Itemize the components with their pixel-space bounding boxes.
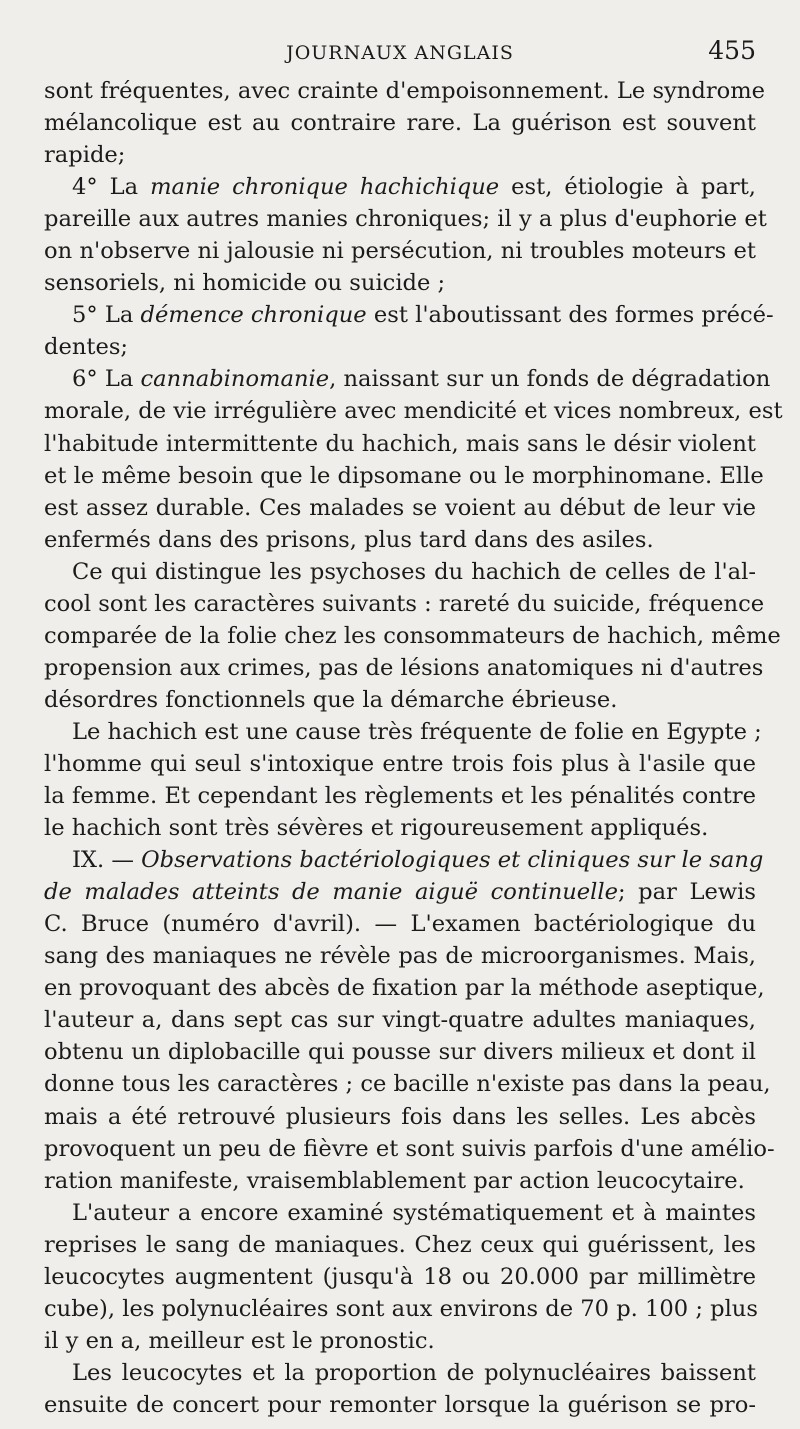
text-segment: pareille aux autres manies chroniques; il y a plus d'euphorie et [44, 206, 767, 233]
text-line [44, 876, 756, 908]
text-line [44, 428, 756, 460]
text-segment: est assez durable. Ces malades se voient au début de leur vie [44, 494, 756, 521]
text-line [44, 1261, 756, 1293]
text-line [44, 107, 756, 139]
text-segment: comparée de la folie chez les consommateurs de hachich, même [44, 622, 781, 649]
text-line [44, 780, 756, 812]
text-segment: reprises le sang de maniaques. Chez ceux qui guérissent, les [44, 1231, 756, 1258]
text-line [44, 1389, 756, 1421]
text-segment: en provoquant des abcès de fixation par la méthode aseptique, [44, 975, 765, 1002]
text-segment: et le même besoin que le dipsomane ou le morphinomane. Elle [44, 462, 764, 489]
text-line [44, 460, 764, 492]
text-segment: le hachich sont très sévères et rigoureusement appliqués. [44, 815, 709, 842]
text-line [44, 684, 756, 716]
italic-text: démence chronique [140, 302, 367, 329]
text-segment: sont fréquentes, avec crainte d'empoisonnement. Le syndrome [44, 78, 766, 104]
text-segment: ration manifeste, vraisemblablement par action leucocytaire. [44, 1167, 745, 1194]
text-segment: cool sont les caractères suivants : rareté du suicide, fréquence [44, 590, 765, 617]
italic-text: de malades atteints de manie aiguë continuelle [44, 879, 619, 906]
italic-text: cannabinomanie [140, 366, 330, 393]
text-segment: est, étiologie à part, [499, 174, 756, 201]
text-line [44, 908, 756, 940]
text-segment: est l'aboutissant des formes précé- [366, 302, 774, 329]
text-segment: provoquent un peu de fièvre et sont suivis parfois d'une amélio- [44, 1135, 775, 1162]
text-segment: mais a été retrouvé plusieurs fois dans les selles. Les abcès [44, 1103, 756, 1130]
text-segment: L'auteur a encore examiné systématiquement et à maintes [72, 1199, 756, 1226]
text-segment: dentes; [44, 334, 129, 361]
text-segment: mélancolique est au contraire rare. La guérison est souvent [44, 110, 756, 137]
page-number: 455 [708, 36, 756, 65]
text-line [44, 139, 756, 171]
text-segment: ; par Lewis [618, 879, 757, 906]
text-line [44, 1036, 756, 1068]
text-segment: Ce qui distingue les psychoses du hachich de celles de l'al- [72, 558, 756, 585]
text-line [44, 1293, 756, 1325]
text-line [44, 331, 756, 363]
text-line [44, 267, 756, 299]
text-segment: leucocytes augmentent (jusqu'à 18 ou 20.000 par millimètre [44, 1263, 756, 1290]
italic-text: manie chronique hachichique [150, 174, 500, 201]
text-line [44, 524, 756, 556]
text-segment: 5° La [72, 302, 141, 329]
text-line [44, 363, 771, 395]
text-line [44, 1068, 771, 1100]
text-line [44, 1197, 756, 1229]
text-line [44, 620, 781, 652]
text-line [44, 940, 756, 972]
text-line [44, 556, 756, 588]
text-segment: la femme. Et cependant les règlements et les pénalités contre [44, 783, 756, 810]
text-line [44, 75, 766, 107]
text-segment: on n'observe ni jalousie ni persécution, ni troubles moteurs et [44, 238, 756, 265]
text-line [44, 812, 756, 844]
text-segment: obtenu un diplobacille qui pousse sur divers milieux et dont il [44, 1039, 756, 1066]
text-segment: ensuite de concert pour remonter lorsque la guérison se pro- [44, 1391, 756, 1418]
text-segment: 6° La [72, 366, 141, 393]
text-segment: enfermés dans des prisons, plus tard dans des asiles. [44, 526, 654, 553]
text-segment: donne tous les caractères ; ce bacille n'existe pas dans la peau, [44, 1071, 771, 1098]
text-line [44, 171, 756, 203]
text-segment: désordres fonctionnels que la démarche ébrieuse. [44, 686, 618, 713]
text-segment: il y en a, meilleur est le pronostic. [44, 1327, 435, 1354]
text-segment: , naissant sur un fonds de dégradation [329, 366, 771, 393]
text-line [44, 1229, 756, 1261]
text-segment: cube), les polynucléaires sont aux environs de 70 p. 100 ; plus [44, 1295, 758, 1322]
text-segment: propension aux crimes, pas de lésions anatomiques ni d'autres [44, 654, 764, 681]
text-segment: rapide; [44, 142, 126, 169]
text-line [44, 235, 756, 267]
text-line [44, 588, 765, 620]
text-line [44, 203, 767, 235]
text-line [44, 1004, 756, 1036]
italic-text: Observations bactériologiques et cliniques sur le sang [141, 847, 764, 874]
text-line [44, 1325, 756, 1357]
text-segment: IX. — [72, 847, 142, 874]
text-segment: Le hachich est une cause très fréquente de folie en Egypte ; [72, 718, 762, 745]
text-line [44, 1165, 756, 1197]
text-line [44, 972, 765, 1004]
page-header [44, 36, 756, 72]
running-head: JOURNAUX ANGLAIS [286, 42, 514, 64]
text-line [44, 1133, 775, 1165]
text-line [44, 748, 756, 780]
text-line [44, 1101, 756, 1133]
text-segment: l'habitude intermittente du hachich, mais sans le désir violent [44, 430, 756, 457]
text-segment: Les leucocytes et la proportion de polynucléaires baissent [72, 1359, 756, 1386]
text-line [44, 395, 783, 427]
text-segment: sensoriels, ni homicide ou suicide ; [44, 270, 446, 297]
text-segment: l'auteur a, dans sept cas sur vingt-quatre adultes maniaques, [44, 1007, 756, 1034]
text-line [44, 844, 764, 876]
text-segment: l'homme qui seul s'intoxique entre trois fois plus à l'asile que [44, 750, 756, 777]
text-segment: 4° La [72, 174, 151, 201]
text-line [44, 492, 756, 524]
text-segment: sang des maniaques ne révèle pas de microorganismes. Mais, [44, 943, 756, 970]
text-line [44, 716, 762, 748]
text-segment: C. Bruce (numéro d'avril). — L'examen bactériologique du [44, 911, 756, 938]
text-line [44, 299, 774, 331]
text-line [44, 1357, 756, 1389]
body-text [44, 75, 783, 1421]
text-segment: morale, de vie irrégulière avec mendicité et vices nombreux, est [44, 398, 783, 425]
text-line [44, 652, 764, 684]
